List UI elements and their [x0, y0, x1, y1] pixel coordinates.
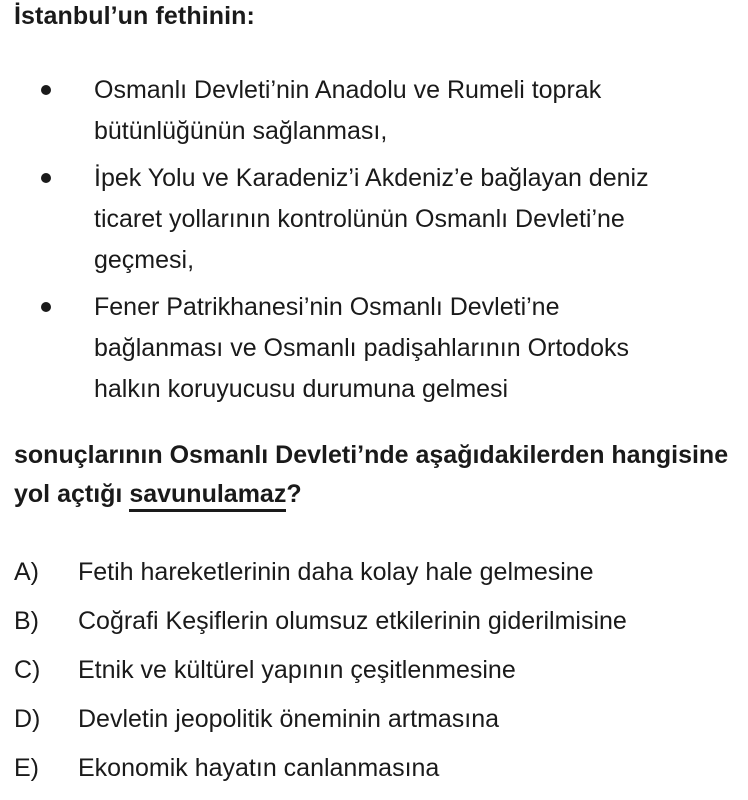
option-letter: B) [14, 607, 39, 635]
question-intro: İstanbul’un fethinin: [14, 2, 255, 30]
option-letter: E) [14, 754, 39, 782]
bullet-icon [41, 302, 51, 312]
bullet-icon [41, 85, 51, 95]
option-d[interactable] [0, 699, 748, 748]
option-c[interactable] [0, 650, 748, 699]
option-text: Fetih hareketlerinin daha kolay hale gelmesine [78, 558, 594, 586]
option-letter: D) [14, 705, 41, 733]
option-letter: A) [14, 558, 39, 586]
question-emphasis: savunulamaz [129, 480, 286, 512]
premise-text: Osmanlı Devleti’nin Anadolu ve Rumeli toprak bütünlüğünün sağlanması, [94, 76, 602, 145]
option-b[interactable] [0, 601, 748, 650]
option-text: Devletin jeopolitik öneminin artmasına [78, 705, 500, 733]
premise-item [0, 70, 694, 152]
option-a[interactable] [0, 552, 748, 601]
premise-item [0, 287, 694, 410]
bullet-icon [41, 173, 51, 183]
option-e[interactable] [0, 748, 748, 797]
premise-text: İpek Yolu ve Karadeniz’i Akdeniz’e bağlayan deniz ticaret yollarının kontrolünün Osmanlı Devleti’ne geçmesi, [94, 164, 649, 274]
premise-item [0, 158, 694, 281]
option-text: Ekonomik hayatın canlanmasına [78, 754, 440, 782]
premise-list [0, 70, 748, 410]
option-letter: C) [14, 656, 41, 684]
option-text: Coğrafi Keşiflerin olumsuz etkilerinin giderilmisine [78, 607, 627, 635]
premise-text: Fener Patrikhanesi’nin Osmanlı Devleti’ne bağlanması ve Osmanlı padişahlarının Ortodoks halkın koruyucusu durumuna gelmesi [94, 293, 629, 403]
answer-options [0, 552, 748, 797]
question-stem-text: sonuçlarının Osmanlı Devleti’nde aşağıdakilerden hangisine yol açtığı [14, 441, 729, 508]
question-mark: ? [286, 480, 302, 508]
question-stem [14, 436, 734, 514]
option-text: Etnik ve kültürel yapının çeşitlenmesine [78, 656, 516, 684]
